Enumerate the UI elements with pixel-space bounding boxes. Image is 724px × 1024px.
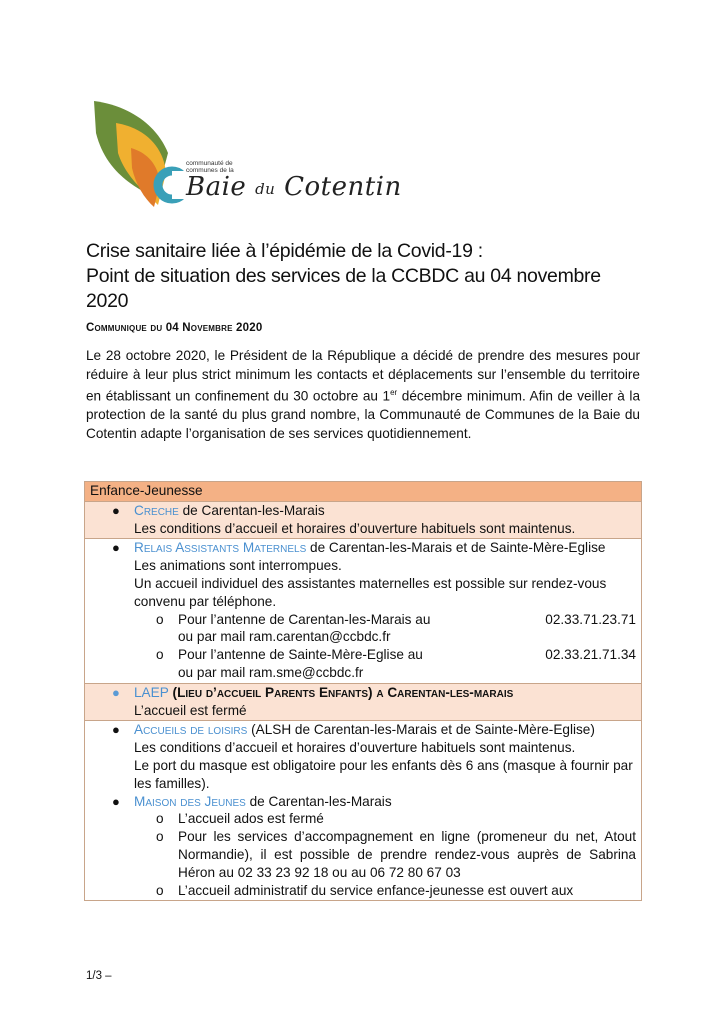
service-name: Relais Assistants Maternels	[134, 540, 307, 556]
circle-bullet-icon: o	[156, 611, 164, 627]
list-item-ram: ● Relais Assistants Maternels de Carentan-les-Marais et de Sainte-Mère-Eglise	[112, 540, 606, 556]
bullet-icon: ●	[112, 502, 120, 518]
circle-bullet-icon: o	[156, 811, 164, 827]
sub-item: o L’accueil administratif du service enfance-jeunesse est ouvert aux	[156, 882, 574, 898]
intro-paragraph: Le 28 octobre 2020, le Président de la République a décidé de prendre des mesures pour réduire à leur plus strict minimum les contacts et déplacements sur l’ensemble du territoire en établissant un confinement du 30 octobre au 1er décembre minimum. Afin de veiller à la protection de la santé du plus grand nombre, la Communauté de Communes de la Baie du Cotentin adapte l’organisation de ses services quotidiennement.	[86, 348, 641, 441]
bullet-icon: ●	[112, 684, 120, 700]
service-name: LAEP	[134, 684, 169, 700]
circle-bullet-icon: o	[156, 647, 164, 663]
circle-bullet-icon: o	[156, 829, 164, 845]
logo-subtitle: communauté de communes de la	[186, 160, 234, 174]
services-table	[84, 481, 642, 901]
circle-bullet-icon: o	[156, 882, 164, 898]
list-item-mdj: ● Maison des Jeunes de Carentan-les-Marais	[112, 793, 392, 809]
page-title: Crise sanitaire liée à l’épidémie de la Covid-19 : Point de situation des services de la CCBDC au 04 novembre 2020	[86, 240, 601, 312]
bullet-icon: ●	[112, 793, 120, 809]
bullet-icon: ●	[112, 722, 120, 738]
service-name: Creche	[134, 502, 179, 518]
service-name: Accueils de loisirs	[134, 722, 248, 738]
list-item-creche: ● Creche de Carentan-les-Marais	[112, 502, 325, 518]
list-item-laep: ● LAEP (Lieu d’accueil Parents Enfants) a Carentan-les-marais	[112, 684, 514, 700]
section-header: Enfance-Jeunesse	[85, 482, 642, 502]
service-name: Maison des Jeunes	[134, 793, 246, 809]
table-row: ● Accueils de loisirs (ALSH de Carentan-les-Marais et de Sainte-Mère-Eglise) Les conditions d’accueil et horaires d’ouverture habituels sont maintenus. Le port du masque est obligatoire pour les enfants dès 6 ans (masque à fournir par les familles). ● Maison des Jeunes de Carentan-les-Marais o L’accueil ados est fermé o Pour les services d’accompagnement en ligne (promeneur du net, Atout Normandie), il est possible de prendre rendez-vous auprès de Sabrina Héron au 02 33 23 92 18 ou au 06 72 80 67 03 o L’accueil administratif du service enfance-jeunesse est ouvert aux	[85, 721, 642, 901]
sub-item: o Pour les services d’accompagnement en ligne (promeneur du net, Atout Normandie), il est possible de prendre rendez-vous auprès de Sabrina Héron au 02 33 23 92 18 ou au 06 72 80 67 03	[156, 829, 636, 880]
table-row: ● LAEP (Lieu d’accueil Parents Enfants) a Carentan-les-marais L’accueil est fermé	[85, 683, 642, 721]
bullet-icon: ●	[112, 540, 120, 556]
table-row: ● Creche de Carentan-les-Marais Les conditions d’accueil et horaires d’ouverture habituels sont maintenus.	[85, 501, 642, 539]
page-number: 1/3 –	[86, 970, 112, 982]
list-item-alsh: ● Accueils de loisirs (ALSH de Carentan-les-Marais et de Sainte-Mère-Eglise)	[112, 722, 595, 738]
sub-item: o Pour l’antenne de Sainte-Mère-Eglise au 02.33.21.71.34 ou par mail ram.sme@ccbdc.fr	[156, 647, 636, 680]
logo-name: Baie du Cotentin	[186, 172, 402, 202]
table-row: ● Relais Assistants Maternels de Carentan-les-Marais et de Sainte-Mère-Eglise Les animations sont interrompues. Un accueil individuel des assistantes maternelles est possible sur rendez-vous convenu par téléphone. o Pour l’antenne de Carentan-les-Marais au 02.33.71.23.71 ou par mail ram.carentan@ccbdc.fr o Pour l’antenne de Sainte-Mère-Eglise au 02.33.21.71.34 ou par mail ram.sme@ccbdc.fr	[85, 539, 642, 683]
communique-date: Communique du 04 Novembre 2020	[86, 322, 263, 334]
sub-item: o Pour l’antenne de Carentan-les-Marais au 02.33.71.23.71 ou par mail ram.carentan@ccbdc.fr	[156, 611, 636, 645]
table-header-row	[85, 482, 642, 502]
logo-mark-icon	[86, 93, 186, 218]
sub-item: o L’accueil ados est fermé	[156, 811, 324, 827]
